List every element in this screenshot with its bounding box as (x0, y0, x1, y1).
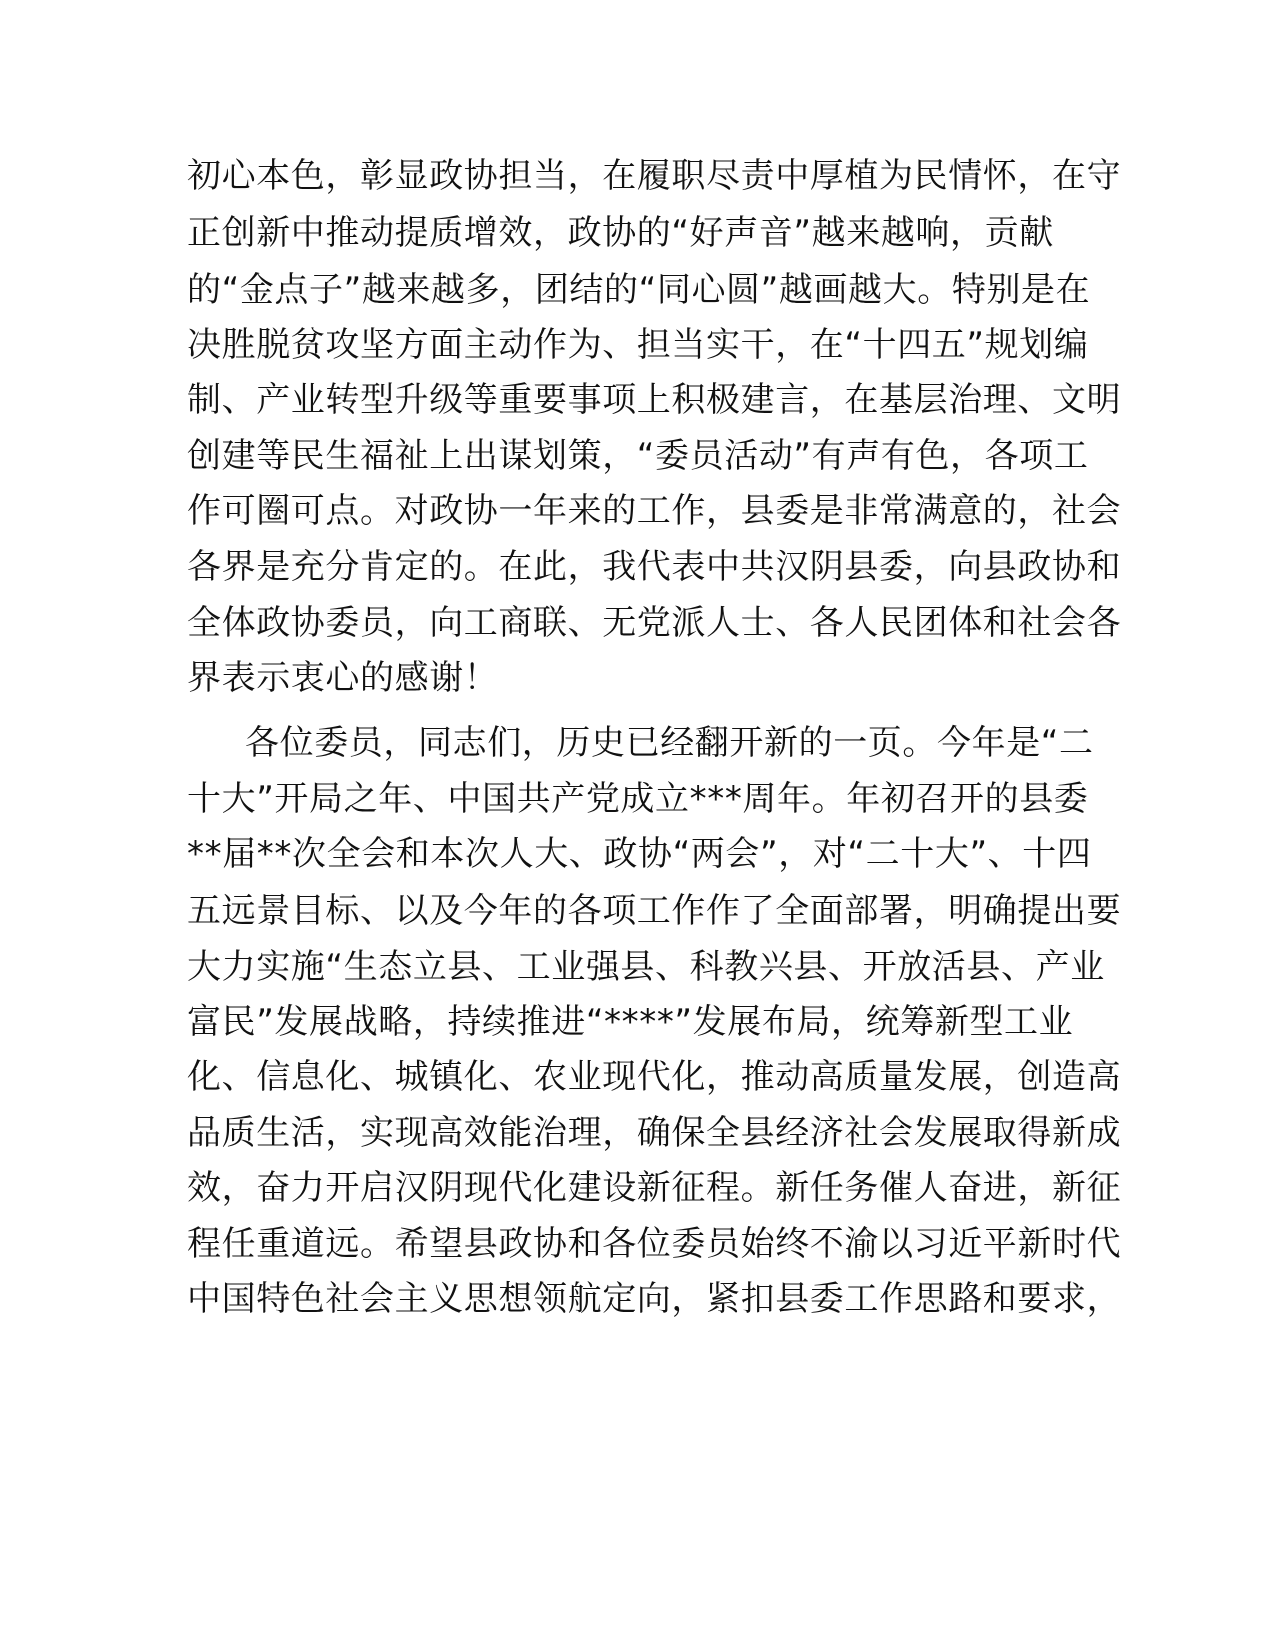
text-line: 效，奋力开启汉阴现代化建设新征程。新任务催人奋进，新征 (187, 1168, 1122, 1208)
text-line: 化、信息化、城镇化、农业现代化，推动高质量发展，创造高 (187, 1057, 1122, 1097)
text-line: 富民”发展战略，持续推进“****”发展布局，统筹新型工业 (187, 1002, 1074, 1042)
text-line: 创建等民生福祉上出谋划策，“委员活动”有声有色，各项工 (187, 436, 1089, 476)
text-line: 界表示衷心的感谢！ (187, 658, 499, 698)
text-line: 各界是充分肯定的。在此，我代表中共汉阴县委，向县政协和 (187, 547, 1122, 587)
text-line: 决胜脱贫攻坚方面主动作为、担当实干，在“十四五”规划编 (187, 325, 1089, 365)
text-line: 制、产业转型升级等重要事项上积极建言，在基层治理、文明 (187, 380, 1122, 420)
text-line: 大力实施“生态立县、工业强县、科教兴县、开放活县、产业 (187, 947, 1105, 987)
text-line: 初心本色，彰显政协担当，在履职尽责中厚植为民情怀，在守 (187, 156, 1122, 196)
text-line: 十大”开局之年、中国共产党成立***周年。年初召开的县委 (187, 779, 1089, 819)
text-line: 程任重道远。希望县政协和各位委员始终不渝以习近平新时代 (187, 1224, 1122, 1264)
text-line: 中国特色社会主义思想领航定向，紧扣县委工作思路和要求， (187, 1279, 1122, 1319)
text-line: 正创新中推动提质增效，政协的“好声音”越来越响，贡献 (187, 213, 1054, 253)
text-line: 品质生活，实现高效能治理，确保全县经济社会发展取得新成 (187, 1113, 1122, 1153)
text-line: 五远景目标、以及今年的各项工作作了全面部署，明确提出要 (187, 891, 1122, 931)
text-line: 的“金点子”越来越多，团结的“同心圆”越画越大。特别是在 (187, 270, 1091, 310)
text-line: 作可圈可点。对政协一年来的工作，县委是非常满意的，社会 (187, 491, 1122, 531)
text-line: 全体政协委员，向工商联、无党派人士、各人民团体和社会各 (187, 603, 1122, 643)
text-line: **届**次全会和本次人大、政协“两会”，对“二十大”、十四 (187, 834, 1092, 874)
paragraph-first-line: 各位委员，同志们，历史已经翻开新的一页。今年是“二 (245, 723, 1094, 763)
